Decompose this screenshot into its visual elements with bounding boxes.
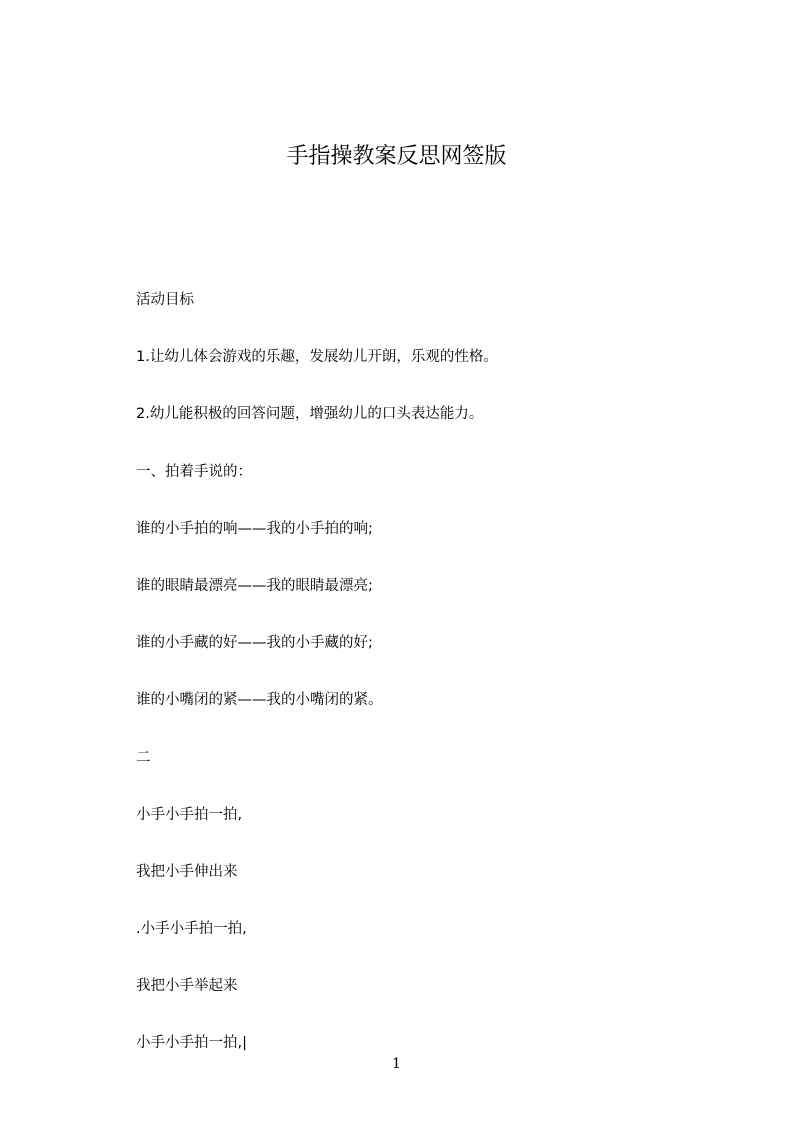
text-line: 谁的小嘴闭的紧——我的小嘴闭的紧。 <box>136 692 383 709</box>
text-line: 二 <box>136 749 151 766</box>
text-line: 谁的小手拍的响——我的小手拍的响; <box>136 520 373 537</box>
text-line: .小手小手拍一拍, <box>136 921 247 938</box>
text-line: 活动目标 <box>136 292 194 308</box>
text-line: 一、拍着手说的： <box>136 463 252 480</box>
document-body <box>136 289 736 1090</box>
text-line: 1.让幼儿体会游戏的乐趣，发展幼儿开朗，乐观的性格。 <box>136 349 498 366</box>
text-line: 2.幼儿能积极的回答问题，增强幼儿的口头表达能力。 <box>136 406 484 423</box>
text-line: 我把小手举起来 <box>136 978 238 995</box>
text-line: 谁的小手藏的好——我的小手藏的好; <box>136 635 373 652</box>
text-line: 我把小手伸出来 <box>136 863 238 880</box>
text-line: 小手小手拍一拍, <box>136 806 243 823</box>
text-line: 小手小手拍一拍,| <box>136 1035 247 1052</box>
page-number: 1 <box>392 1056 401 1072</box>
text-line: 谁的眼睛最漂亮——我的眼睛最漂亮; <box>136 577 373 594</box>
document-title: 手指操教案反思网签版 <box>286 144 507 169</box>
